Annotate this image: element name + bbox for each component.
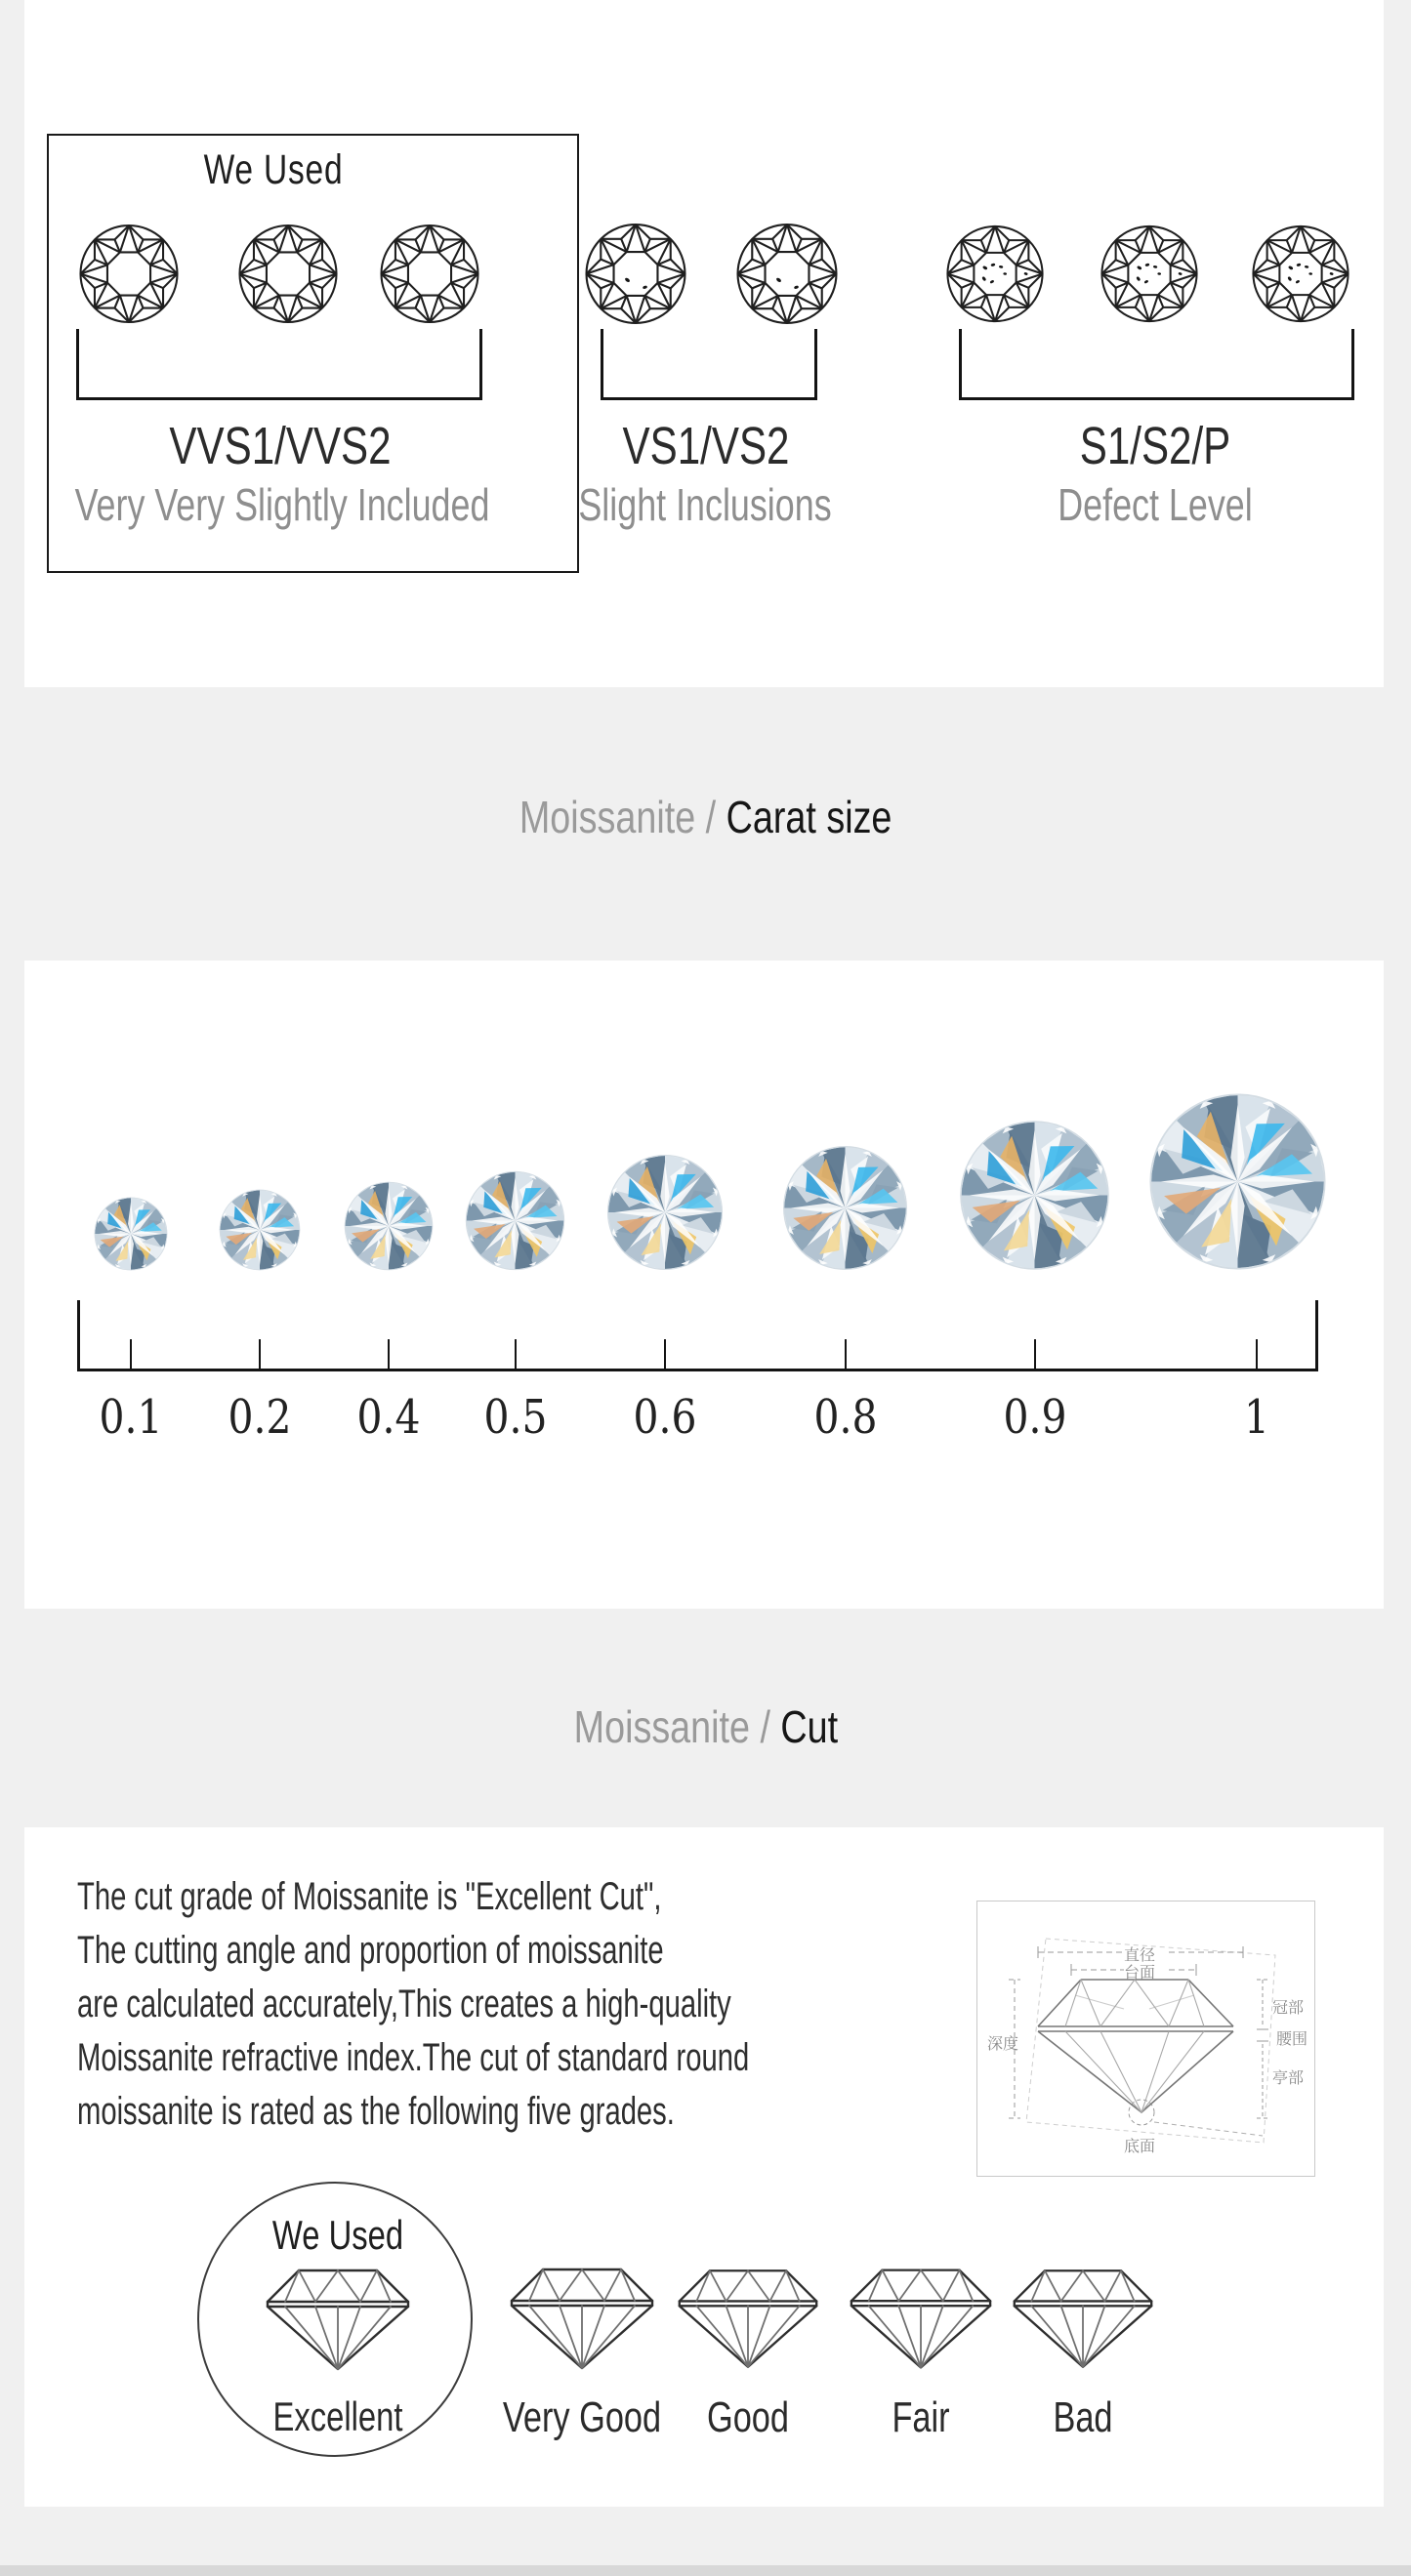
clarity-bracket-vvs [76,329,482,400]
cut-proportion-diagram [976,1901,1315,2177]
cut-paragraph-line: are calculated accurately,This creates a high-quality [77,1983,731,2025]
carat-size-label-0.6: 0.6 [633,1390,697,1445]
cut-paragraph-line: The cut grade of Moissanite is "Excellent Cut", [77,1875,662,1918]
carat-size-label-0.2: 0.2 [228,1390,292,1445]
cut-paragraph-line: moissanite is rated as the following five grades. [77,2090,675,2133]
clarity-gem-si-1 [945,222,1045,326]
clarity-grade-vvs: VVS1/VVS2 [169,417,392,475]
cut-grade-very-good: Very Good [502,2393,662,2441]
cut-paragraph [77,1870,749,2139]
carat-panel [24,961,1384,1609]
clarity-desc-vvs: Very Very Slightly Included [74,479,490,530]
cut-paragraph-line: The cutting angle and proportion of moissanite [77,1929,664,1972]
diagram-label-diameter: 直径 [1124,1945,1156,1964]
clarity-gem-vvs-1 [78,222,180,326]
carat-size-label-0.9: 0.9 [1003,1390,1067,1445]
carat-tick-1 [1256,1339,1258,1369]
clarity-gem-vvs-2 [237,222,339,326]
carat-tick-0.8 [845,1339,847,1369]
carat-heading [0,791,1411,843]
cut-paragraph-line: Moissanite refractive index.The cut of standard round [77,2036,750,2079]
cut-grade-excellent: Excellent [272,2393,403,2439]
diagram-label-girdle: 腰围 [1276,2029,1308,2048]
carat-size-label-0.8: 0.8 [813,1390,878,1445]
carat-size-label-0.1: 0.1 [99,1390,163,1445]
clarity-bracket-si [959,329,1354,400]
cut-heading-title: Cut [780,1701,838,1752]
clarity-grade-si: S1/S2/P [1079,417,1231,475]
clarity-gem-vs-1 [584,221,687,327]
cut-grade-bad: Bad [1053,2393,1113,2441]
cut-we-used-label: We Used [271,2212,404,2258]
carat-tick-0.2 [259,1339,261,1369]
cut-heading [0,1700,1411,1753]
diagram-label-table: 台面 [1124,1963,1156,1982]
footer-strip [0,2565,1411,2576]
carat-gem-0.8 [782,1145,908,1271]
carat-heading-prefix: Moissanite / [519,792,716,842]
clarity-gem-vvs-3 [379,222,480,326]
carat-gem-0.2 [219,1189,301,1271]
carat-tick-0.4 [388,1339,390,1369]
clarity-grade-vs: VS1/VS2 [622,417,790,475]
carat-heading-title: Carat size [726,792,892,842]
carat-gem-0.6 [606,1154,724,1271]
carat-tick-0.1 [130,1339,132,1369]
cut-grade-fair: Fair [892,2393,950,2441]
carat-tick-0.9 [1034,1339,1036,1369]
carat-size-label-0.4: 0.4 [356,1390,421,1445]
diagram-label-crown: 冠部 [1272,1998,1305,2017]
carat-ruler-baseline [77,1369,1318,1371]
clarity-gem-vs-2 [735,221,839,327]
carat-size-label-1: 1 [1244,1390,1269,1445]
diagram-label-pavilion: 亭部 [1272,2068,1305,2087]
clarity-bracket-vs [601,329,817,400]
carat-gem-0.9 [959,1120,1110,1271]
cut-gem-fair [844,2263,998,2374]
cut-gem-good [672,2263,824,2374]
carat-tick-0.5 [515,1339,517,1369]
carat-ruler-endcap-right [1315,1300,1318,1370]
clarity-desc-si: Defect Level [1058,479,1253,530]
carat-size-label-0.5: 0.5 [483,1390,548,1445]
diagram-label-culet: 底面 [1124,2137,1156,2155]
cut-gem-excellent [259,2265,417,2374]
cut-gem-very-good [504,2263,660,2374]
carat-tick-0.6 [664,1339,666,1369]
cut-heading-prefix: Moissanite / [573,1701,770,1752]
clarity-desc-vs: Slight Inclusions [578,479,832,530]
clarity-gem-si-2 [1100,222,1199,326]
cut-gem-bad [1007,2263,1159,2374]
carat-gem-0.4 [344,1181,434,1271]
clarity-gem-si-3 [1251,222,1350,326]
carat-gem-0.1 [94,1197,168,1271]
carat-ruler-endcap-left [77,1300,80,1370]
clarity-we-used-label: We Used [203,146,344,193]
diagram-label-depth: 深度 [987,2034,1019,2053]
carat-gem-0.5 [465,1170,565,1271]
cut-grade-good: Good [707,2393,789,2441]
carat-gem-1 [1148,1092,1327,1271]
